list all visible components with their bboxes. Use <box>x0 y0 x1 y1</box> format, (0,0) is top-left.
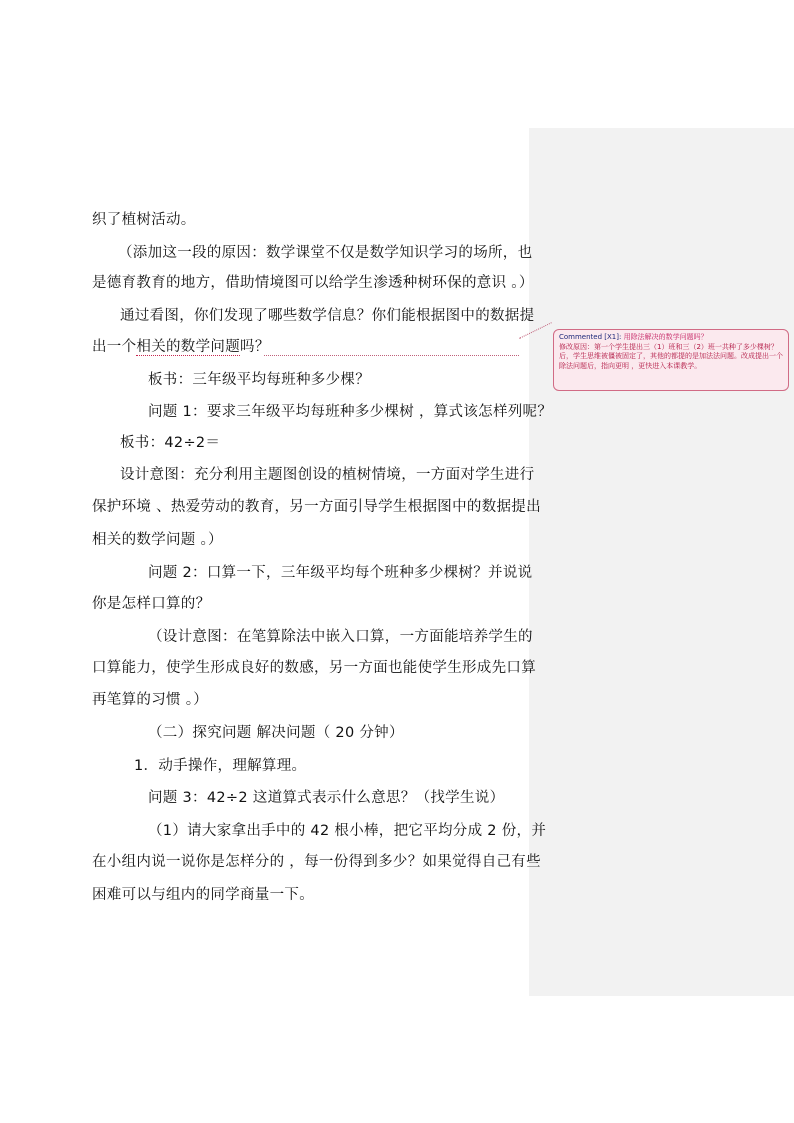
paragraph-line: （1）请大家拿出手中的 42 根小棒，把它平均分成 2 份，并 <box>148 823 547 839</box>
paragraph-line: 在小组内说一说你是怎样分的 ，每一份得到多少？如果觉得自己有些 <box>92 854 541 870</box>
comment-body: 修改原因：第一个学生提出三（1）班和三（2）班一共种了多少棵树？后，学生思维被僵被固定了，其他的都提的是加法法问题。改成提出一个除法问题后，指向更明 ，更快进入本课教学。 <box>559 342 783 370</box>
text-segment: 出一个 <box>92 339 137 355</box>
board-note: 板书：42÷2＝ <box>120 435 221 451</box>
comment-balloon[interactable] <box>553 329 789 391</box>
commented-text-highlight[interactable]: 相关的数学问题 <box>136 339 241 355</box>
question-line: 问题 2：口算一下，三年级平均每个班种多少棵树？并说说 <box>148 565 533 581</box>
paragraph-line: 再笔算的习惯 。） <box>92 692 209 708</box>
subsection-heading: 1．动手操作，理解算理。 <box>134 758 307 774</box>
comment-title: 用除法解决的数学问题吗？ <box>623 333 708 341</box>
paragraph-line: （设计意图：在笔算除法中嵌入口算，一方面能培养学生的 <box>148 629 533 645</box>
paragraph-line: 通过看图，你们发现了哪些数学信息？你们能根据图中的数据提 <box>120 308 535 324</box>
paragraph-line: 困难可以与组内的同学商量一下。 <box>92 887 314 903</box>
comment-label: Commented [X1]: <box>559 333 622 341</box>
paragraph-line: （添加这一段的原因：数学课堂不仅是数学知识学习的场所，也 <box>118 245 533 261</box>
paragraph-line: 相关的数学问题 。） <box>92 532 223 548</box>
paragraph-line <box>92 337 270 357</box>
paragraph-line: 设计意图：充分利用主题图创设的植树情境，一方面对学生进行 <box>120 467 535 483</box>
paragraph-line: 织了植树活动。 <box>92 212 196 228</box>
paragraph-line: 你是怎样口算的？ <box>92 596 211 612</box>
comments-margin-pane <box>529 128 794 996</box>
paragraph-line: 口算能力，使学生形成良好的数感，另一方面也能使学生形成先口算 <box>92 660 536 676</box>
paragraph-line: 保护环境 、热爱劳动的教育，另一方面引导学生根据图中的数据提出 <box>92 499 541 515</box>
section-heading: （二）探究问题 解决问题（ 20 分钟） <box>148 725 404 741</box>
text-segment: 吗？ <box>240 339 270 355</box>
comment-connector-line <box>264 355 519 356</box>
question-line: 问题 1：要求三年级平均每班种多少棵树 ，算式该怎样列呢？ <box>148 404 553 420</box>
question-line: 问题 3：42÷2 这道算式表示什么意思？（找学生说） <box>148 790 505 806</box>
board-note: 板书：三年级平均每班种多少棵？ <box>148 372 370 388</box>
paragraph-line: 是德育教育的地方，借助情境图可以给学生渗透种树环保的意识 。） <box>92 275 534 291</box>
